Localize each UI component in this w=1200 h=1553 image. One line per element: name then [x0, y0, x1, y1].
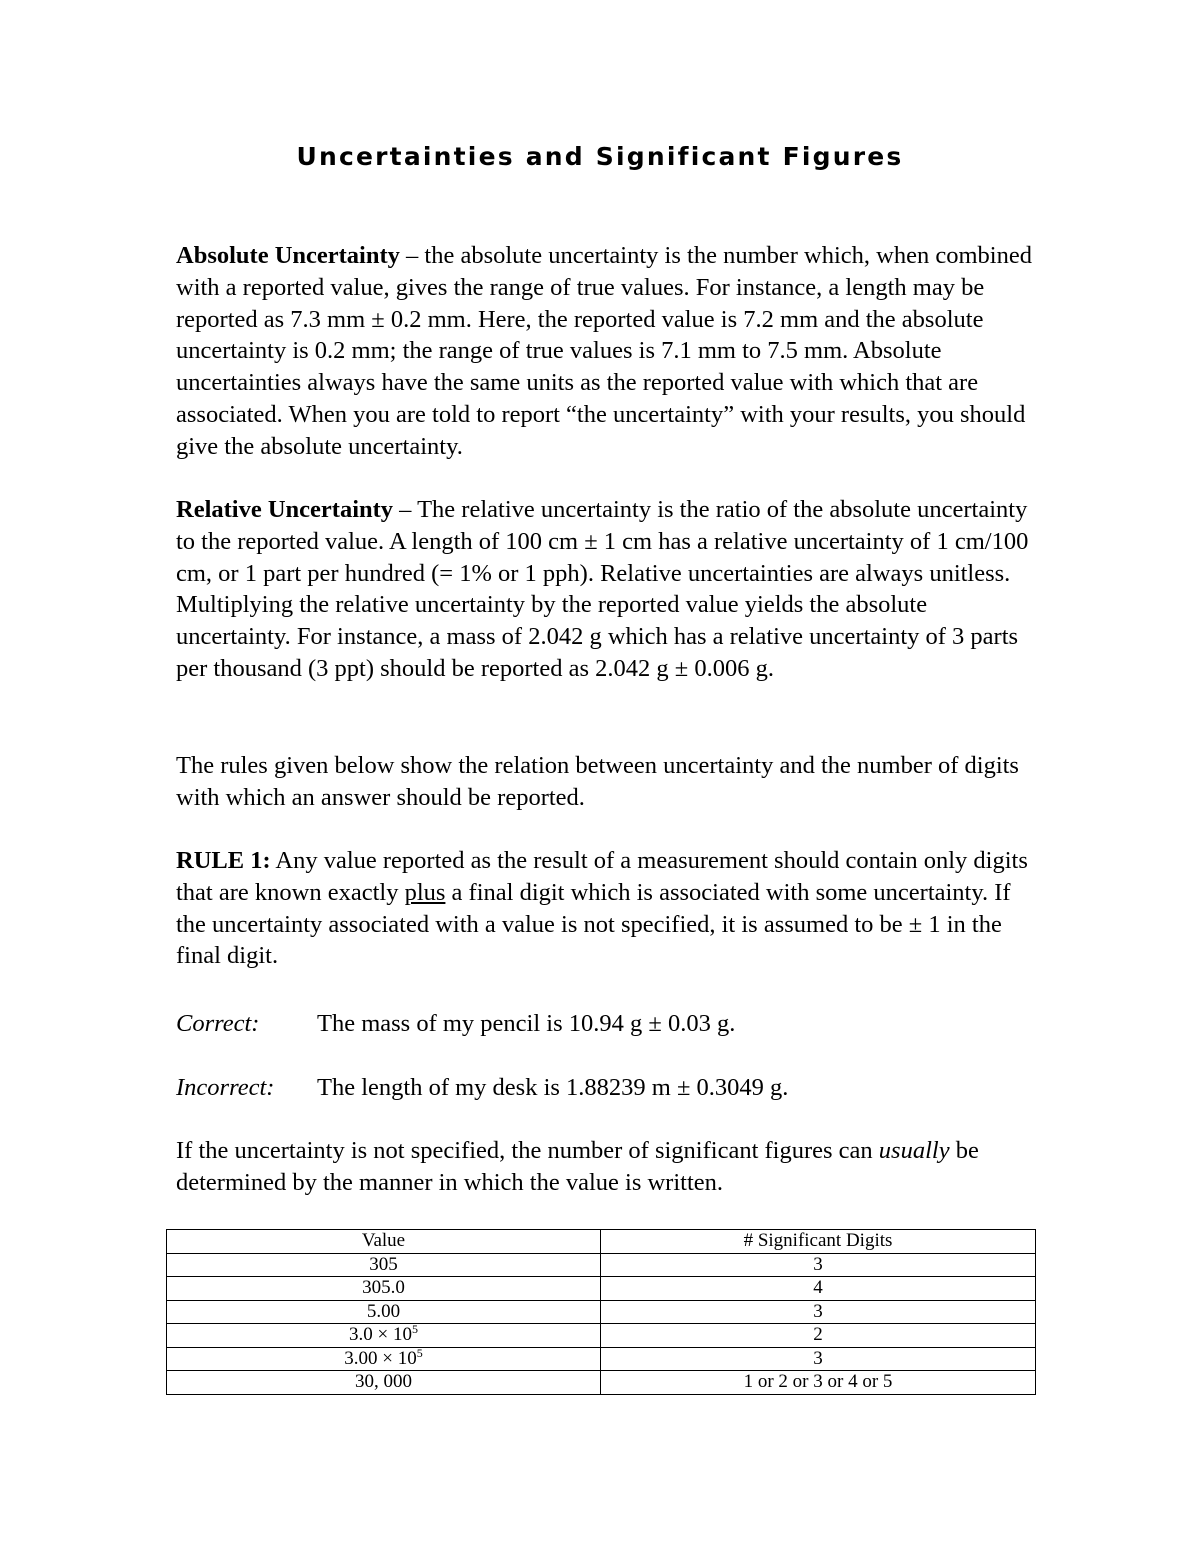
- relative-uncertainty-paragraph: [176, 494, 1036, 685]
- rule-1-text-after: a final digit which is associated with some uncertainty. If the uncertainty associated with a value is not specified, it is assumed to be ± 1 in the final digit.: [176, 878, 1011, 970]
- rule-1-text-before: Any value reported as the result of a measurement should contain only digits that are known exactly: [176, 847, 1028, 906]
- value-cell: 30, 000: [167, 1371, 601, 1395]
- value-cell: 305: [167, 1253, 601, 1277]
- table-row: [167, 1324, 1036, 1348]
- value-cell: 305.0: [167, 1277, 601, 1301]
- digits-cell: 2: [601, 1324, 1036, 1348]
- rules-intro-paragraph: The rules given below show the relation between uncertainty and the number of digits with which an answer should be reported.: [176, 752, 1019, 811]
- absolute-uncertainty-term: Absolute Uncertainty: [176, 242, 400, 269]
- value-cell: [167, 1324, 601, 1348]
- value-base: 3.0 × 10: [349, 1324, 412, 1346]
- header-value: Value: [167, 1230, 601, 1254]
- document-title: Uncertainties and Significant Figures: [296, 142, 904, 171]
- table-row: [167, 1253, 1036, 1277]
- digits-cell: 4: [601, 1277, 1036, 1301]
- incorrect-text: The length of my desk is 1.88239 m ± 0.3049 g.: [317, 1074, 789, 1101]
- header-significant-digits: # Significant Digits: [601, 1230, 1036, 1254]
- rule-1-emphasis: plus: [404, 878, 446, 906]
- value-cell: 5.00: [167, 1300, 601, 1324]
- correct-label: Correct:: [176, 1010, 260, 1037]
- table-row: [167, 1371, 1036, 1395]
- digits-cell: 3: [601, 1253, 1036, 1277]
- value-exponent: 5: [411, 1322, 418, 1337]
- digits-cell: 1 or 2 or 3 or 4 or 5: [601, 1371, 1036, 1395]
- value-cell: [167, 1347, 601, 1371]
- absolute-uncertainty-text: – the absolute uncertainty is the number which, when combined with a reported value, gives the range of true values. For instance, a length may be reported as 7.3 mm ± 0.2 mm. Here, the reported value is 7.2 mm and the absolute uncertainty is 0.2 mm; the range of true values is 7.1 mm to 7.5 mm. Absolute uncertainties always have the same units as the reported value with which that are associated. When you are told to report “the uncertainty” with your results, you should give the absolute uncertainty.: [176, 242, 1032, 460]
- rule-1-paragraph: [176, 845, 1036, 972]
- digits-cell: 3: [601, 1347, 1036, 1371]
- value-base: 3.00 × 10: [344, 1347, 417, 1369]
- unspecified-paragraph: [176, 1135, 1036, 1199]
- table-header-row: [167, 1230, 1036, 1254]
- digits-cell: 3: [601, 1300, 1036, 1324]
- table-row: [167, 1347, 1036, 1371]
- correct-text: The mass of my pencil is 10.94 g ± 0.03 g.: [317, 1010, 736, 1037]
- significant-digits-table: [166, 1229, 1036, 1395]
- rule-1-label: RULE 1:: [176, 847, 271, 874]
- value-exponent: 5: [416, 1345, 423, 1360]
- table-row: [167, 1277, 1036, 1301]
- table-row: [167, 1300, 1036, 1324]
- relative-uncertainty-term: Relative Uncertainty: [176, 496, 394, 523]
- unspecified-emphasis: usually: [878, 1137, 950, 1164]
- incorrect-label: Incorrect:: [176, 1074, 275, 1101]
- unspecified-text-before: If the uncertainty is not specified, the number of significant figures can: [176, 1137, 879, 1164]
- absolute-uncertainty-paragraph: [176, 240, 1036, 463]
- unspecified-text-after: be determined by the manner in which the value is written.: [176, 1137, 979, 1196]
- relative-uncertainty-text: – The relative uncertainty is the ratio of the absolute uncertainty to the reported value. A length of 100 cm ± 1 cm has a relative uncertainty of 1 cm/100 cm, or 1 part per hundred (= 1% or 1 pph). Relative uncertainties are always unitless. Multiplying the relative uncertainty by the reported value yields the absolute uncertainty. For instance, a mass of 2.042 g which has a relative uncertainty of 3 parts per thousand (3 ppt) should be reported as 2.042 g ± 0.006 g.: [176, 496, 1029, 682]
